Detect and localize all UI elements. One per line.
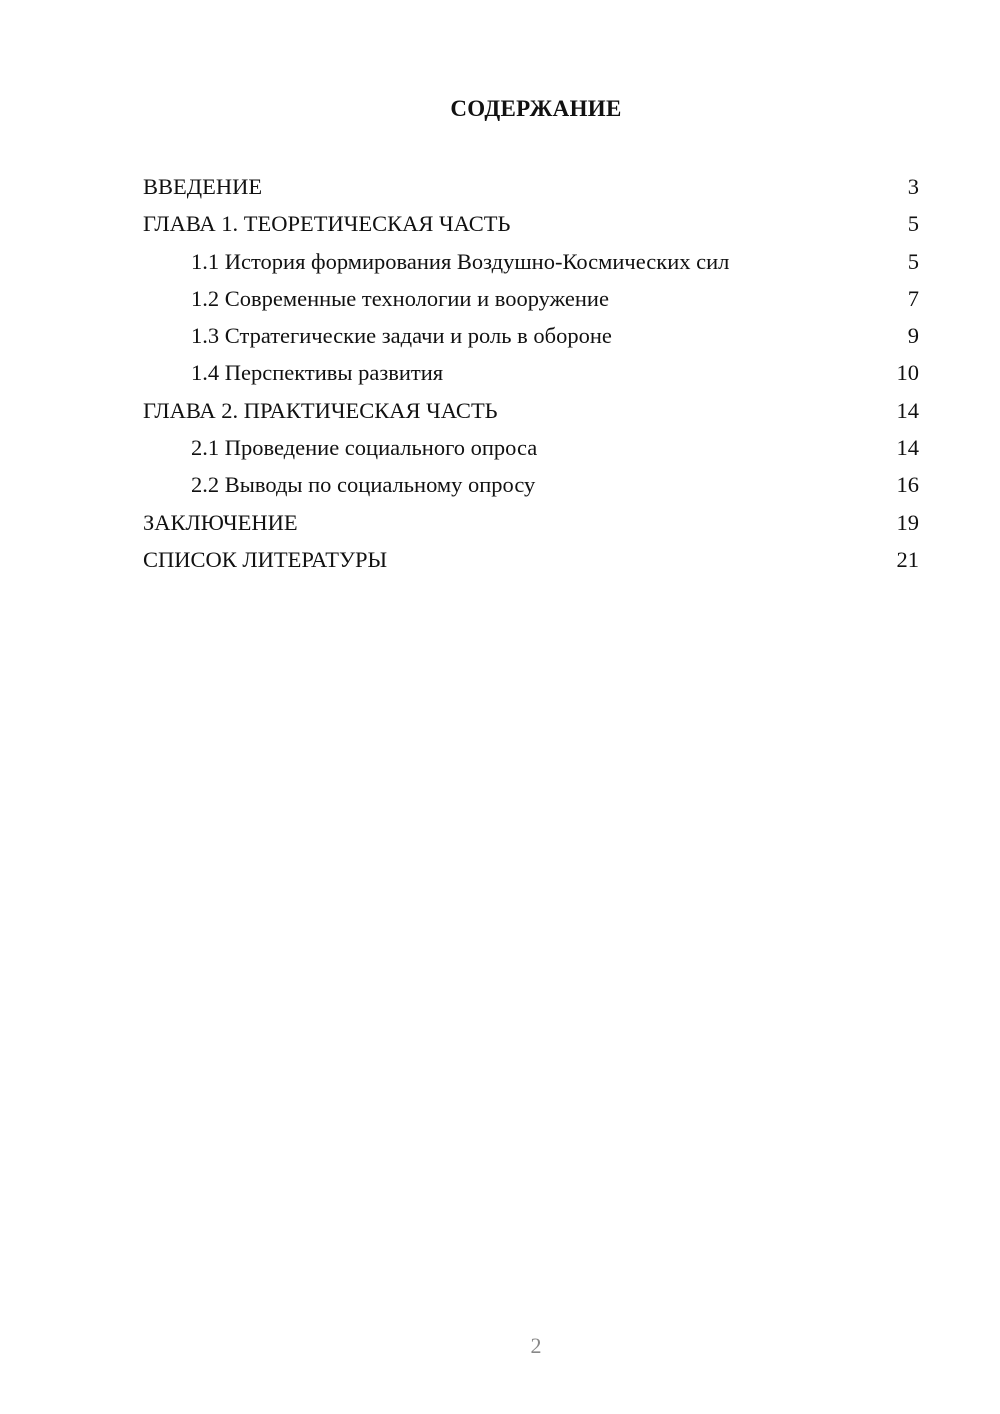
toc-entry-label: 1.4 Перспективы развития bbox=[191, 360, 444, 386]
toc-entry-label: ГЛАВА 1. ТЕОРЕТИЧЕСКАЯ ЧАСТЬ bbox=[143, 211, 511, 237]
toc-entry-conclusion bbox=[143, 504, 919, 541]
toc-entry-label: ВВЕДЕНИЕ bbox=[143, 174, 263, 199]
toc-entry-label: 1.1 История формирования Воздушно-Космических сил bbox=[191, 248, 730, 274]
toc-entry-page: 14 bbox=[896, 397, 919, 423]
toc-entry-page: 7 bbox=[907, 285, 919, 311]
toc-entry-page: 14 bbox=[896, 435, 919, 461]
toc-entry-section-1-1 bbox=[143, 243, 919, 280]
toc-entry-page: 21 bbox=[896, 546, 919, 572]
toc-entry-page: 16 bbox=[896, 472, 919, 498]
toc-entry-page: 10 bbox=[896, 360, 919, 386]
toc-entry-label: ЗАКЛЮЧЕНИЕ bbox=[143, 509, 298, 535]
toc-entry-label: 2.1 Проведение социального опроса bbox=[191, 435, 538, 461]
toc-entry-section-1-4 bbox=[143, 354, 919, 391]
toc-entry-bibliography bbox=[143, 541, 919, 578]
toc-entry-section-2-2 bbox=[143, 466, 919, 503]
toc-entry-label: 1.2 Современные технологии и вооружение bbox=[191, 285, 609, 311]
toc-entry-chapter-1 bbox=[143, 205, 919, 242]
page-number: 2 bbox=[530, 1333, 542, 1358]
toc-entry-section-1-3 bbox=[143, 317, 919, 354]
toc-entry-section-2-1 bbox=[143, 429, 919, 466]
toc-entry-page: 5 bbox=[907, 211, 919, 237]
table-of-contents bbox=[143, 168, 919, 578]
toc-entry-label: ГЛАВА 2. ПРАКТИЧЕСКАЯ ЧАСТЬ bbox=[143, 397, 498, 423]
page-title: СОДЕРЖАНИЕ bbox=[450, 96, 622, 121]
toc-entry-page: 19 bbox=[896, 509, 919, 535]
toc-entry-label: 2.2 Выводы по социальному опросу bbox=[191, 472, 536, 498]
toc-entry-page: 9 bbox=[907, 323, 919, 349]
toc-entry-section-1-2 bbox=[143, 280, 919, 317]
toc-entry-page: 3 bbox=[907, 174, 919, 199]
toc-entry-chapter-2 bbox=[143, 392, 919, 429]
toc-entry-label: 1.3 Стратегические задачи и роль в обороне bbox=[191, 323, 612, 349]
toc-entry-introduction bbox=[143, 168, 919, 205]
toc-entry-page: 5 bbox=[907, 248, 919, 274]
toc-entry-label: СПИСОК ЛИТЕРАТУРЫ bbox=[143, 546, 388, 572]
